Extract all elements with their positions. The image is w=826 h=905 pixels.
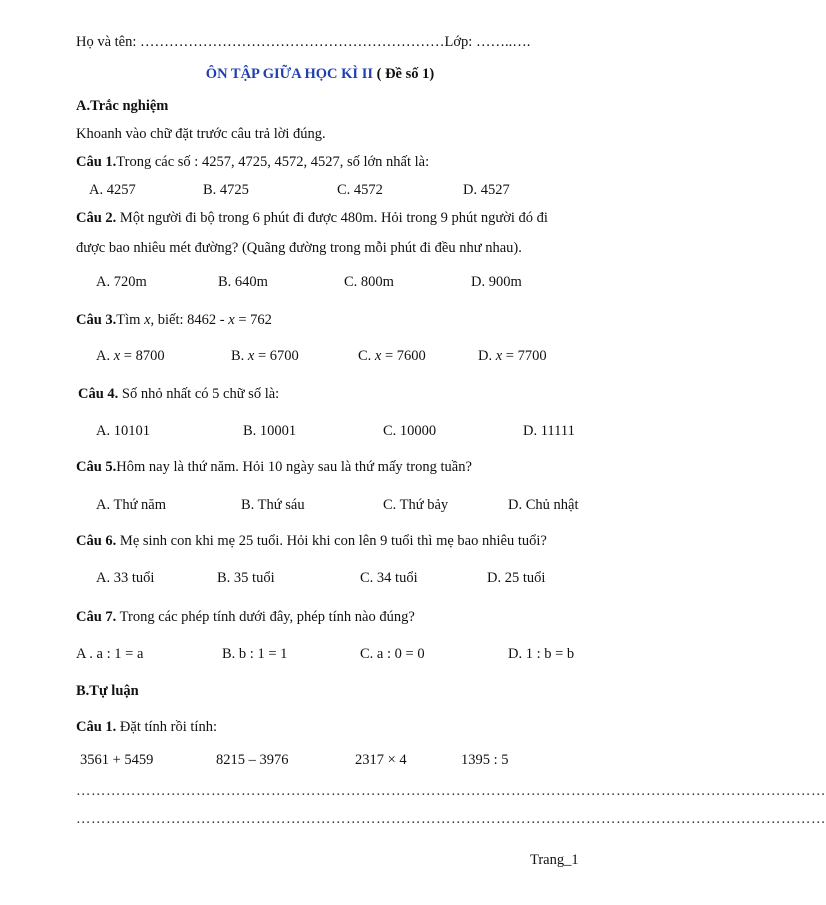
- q4-option-b: B. 10001: [243, 423, 297, 439]
- q7-option-c: C. a : 0 = 0: [360, 646, 425, 662]
- q6-option-c: C. 34 tuổi: [360, 570, 418, 586]
- operation-4: 1395 : 5: [461, 752, 509, 768]
- question-4: [78, 386, 279, 403]
- answer-line-2: ……………………………………………………………………………………………………………………………………: [76, 811, 826, 827]
- question-text: Hôm nay là thứ năm. Hỏi 10 ngày sau là thứ mấy trong tuần?: [116, 459, 472, 475]
- q5-option-c: C. Thứ bảy: [383, 497, 449, 513]
- q1-option-c: C. 4572: [337, 182, 383, 198]
- q3-option-b: B. x = 6700: [231, 348, 299, 364]
- title-number: ( Đề số 1): [376, 66, 435, 82]
- variable-x: x: [144, 312, 151, 328]
- operation-2: 8215 – 3976: [216, 752, 289, 768]
- section-a-heading: A.Trắc nghiệm: [76, 98, 169, 114]
- question-text: = 762: [234, 312, 272, 328]
- q6-option-b: B. 35 tuổi: [217, 570, 275, 586]
- q6-option-d: D. 25 tuổi: [487, 570, 546, 586]
- question-text: Một người đi bộ trong 6 phút đi được 480m. Hỏi trong 9 phút người đó đi: [116, 210, 548, 226]
- q1-option-b: B. 4725: [203, 182, 249, 198]
- q3-option-d: D. x = 7700: [478, 348, 547, 364]
- question-label: Câu 4.: [78, 386, 119, 402]
- title-main: ÔN TẬP GIỮA HỌC KÌ II: [205, 66, 373, 82]
- q4-option-c: C. 10000: [383, 423, 437, 439]
- q2-option-a: A. 720m: [96, 274, 147, 290]
- operation-1: 3561 + 5459: [80, 752, 154, 768]
- q2-option-b: B. 640m: [218, 274, 268, 290]
- question-label: Câu 7.: [76, 609, 117, 625]
- question-label: Câu 5.: [76, 459, 117, 475]
- operation-3: 2317 × 4: [355, 752, 407, 768]
- question-label: Câu 6.: [76, 533, 117, 549]
- q6-option-a: A. 33 tuổi: [96, 570, 155, 586]
- question-3: [76, 312, 272, 329]
- q7-option-a: A . a : 1 = a: [76, 646, 144, 662]
- q1-option-d: D. 4527: [463, 182, 510, 198]
- q7-option-b: B. b : 1 = 1: [222, 646, 288, 662]
- q3-option-c: C. x = 7600: [358, 348, 426, 364]
- answer-line-1: ……………………………………………………………………………………………………………………………………: [76, 783, 826, 799]
- question-7: [76, 609, 415, 626]
- question-label: Câu 2.: [76, 210, 117, 226]
- question-label: Câu 1.: [76, 154, 117, 170]
- q5-option-d: D. Chủ nhật: [508, 497, 579, 513]
- question-text: Đặt tính rồi tính:: [116, 719, 217, 735]
- question-text: Tìm: [116, 312, 145, 328]
- essay-question-1: [76, 719, 217, 736]
- q5-option-a: A. Thứ năm: [96, 497, 167, 513]
- q5-option-b: B. Thứ sáu: [241, 497, 305, 513]
- page-number: Trang_1: [530, 852, 579, 868]
- q4-option-d: D. 11111: [523, 423, 575, 439]
- variable-x: x: [228, 312, 235, 328]
- question-6: [76, 533, 547, 550]
- q4-option-a: A. 10101: [96, 423, 150, 439]
- question-text: , biết: 8462 -: [150, 312, 229, 328]
- section-b-heading: B.Tự luận: [76, 683, 139, 699]
- question-2-cont: được bao nhiêu mét đường? (Quãng đường trong mỗi phút đi đều như nhau).: [76, 240, 522, 256]
- instruction: Khoanh vào chữ đặt trước câu trả lời đúng.: [76, 126, 326, 142]
- question-text: Mẹ sinh con khi mẹ 25 tuổi. Hỏi khi con lên 9 tuổi thì mẹ bao nhiêu tuổi?: [116, 533, 547, 549]
- q3-option-a: A. x = 8700: [96, 348, 165, 364]
- question-5: [76, 459, 472, 476]
- q7-option-d: D. 1 : b = b: [508, 646, 575, 662]
- question-text: Trong các phép tính dưới đây, phép tính nào đúng?: [116, 609, 415, 625]
- name-class-line: Họ và tên: ………………………………………………………Lớp: ……..….: [76, 34, 531, 50]
- question-text: Số nhỏ nhất có 5 chữ số là:: [118, 386, 280, 402]
- q2-option-c: C. 800m: [344, 274, 394, 290]
- page-title: [0, 66, 640, 83]
- question-label: Câu 1.: [76, 719, 117, 735]
- q2-option-d: D. 900m: [471, 274, 522, 290]
- question-label: Câu 3.: [76, 312, 117, 328]
- q1-option-a: A. 4257: [89, 182, 136, 198]
- question-text: Trong các số : 4257, 4725, 4572, 4527, số lớn nhất là:: [116, 154, 430, 170]
- question-1: [76, 154, 429, 171]
- question-2: [76, 210, 548, 227]
